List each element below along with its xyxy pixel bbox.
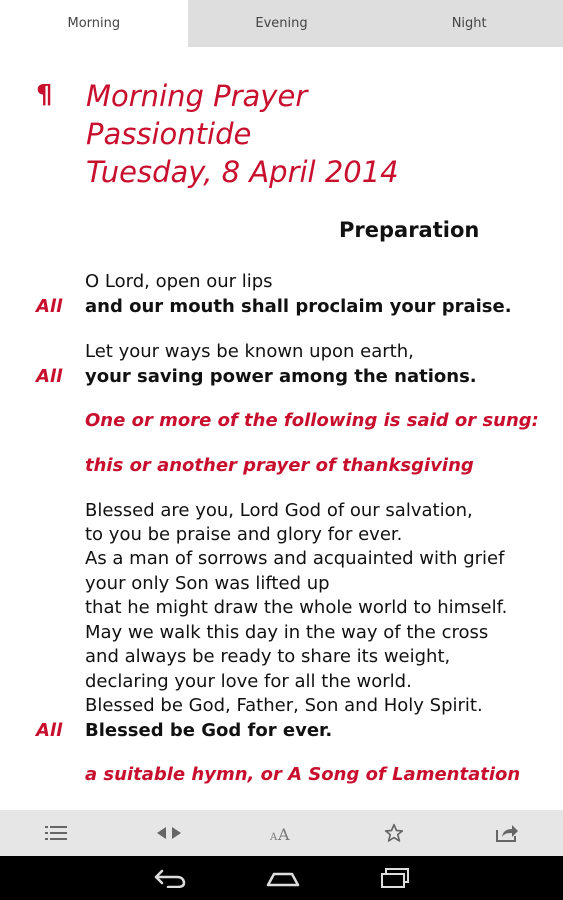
home-button[interactable] [265, 868, 301, 888]
svg-text:A: A [278, 825, 291, 842]
all-label: All [36, 720, 63, 741]
tab-bar [0, 0, 563, 47]
rubric: this or another prayer of thanksgiving [85, 455, 474, 476]
bottom-toolbar [0, 810, 563, 856]
prayer-line: declaring your love for all the world. [85, 671, 412, 692]
response: your saving power among the nations. [85, 366, 477, 387]
text-size-button[interactable] [225, 810, 338, 856]
bookmark-button[interactable] [338, 810, 451, 856]
prayer-line: that he might draw the whole world to himself. [85, 597, 508, 618]
page-title [86, 77, 399, 191]
title-line: Passiontide [86, 117, 252, 151]
all-label: All [36, 296, 63, 317]
prayer-line: and always be ready to share its weight, [85, 646, 451, 667]
prayer-line: Blessed are you, Lord God of our salvation, [85, 500, 473, 521]
navigate-button[interactable] [113, 810, 226, 856]
versicle: Let your ways be known upon earth, [85, 341, 414, 362]
tab-night[interactable]: Night [451, 16, 487, 31]
share-icon [496, 824, 518, 842]
back-button[interactable] [153, 868, 187, 888]
home-icon [265, 868, 301, 888]
versicle: O Lord, open our lips [85, 271, 273, 292]
prayer-line: As a man of sorrows and acquainted with grief [85, 548, 505, 569]
text-size-icon [270, 824, 292, 842]
section-heading: Preparation [339, 218, 480, 242]
paragraph-marker-icon[interactable]: ¶ [36, 80, 53, 110]
share-button[interactable] [450, 810, 563, 856]
back-icon [153, 868, 187, 888]
rubric: a suitable hymn, or A Song of Lamentation [85, 764, 521, 785]
recents-button[interactable] [379, 867, 411, 889]
system-nav-bar [0, 856, 563, 900]
contents-button[interactable] [0, 810, 113, 856]
title-line: Tuesday, 8 April 2014 [86, 155, 399, 189]
prayer-line: your only Son was lifted up [85, 573, 330, 594]
title-line: Morning Prayer [86, 79, 308, 113]
tab-morning[interactable]: Morning [0, 0, 188, 47]
all-label: All [36, 366, 63, 387]
rubric: One or more of the following is said or sung: [85, 410, 539, 431]
tab-evening[interactable]: Evening [255, 16, 308, 31]
response: and our mouth shall proclaim your praise. [85, 296, 512, 317]
recents-icon [379, 867, 411, 889]
response: Blessed be God for ever. [85, 720, 333, 741]
star-icon [384, 823, 404, 843]
prayer-line: May we walk this day in the way of the cross [85, 622, 489, 643]
prayer-line: Blessed be God, Father, Son and Holy Spirit. [85, 695, 483, 716]
list-icon [45, 825, 67, 841]
prayer-line: to you be praise and glory for ever. [85, 524, 403, 545]
navigate-icon [157, 826, 181, 840]
svg-text:A: A [270, 832, 278, 842]
